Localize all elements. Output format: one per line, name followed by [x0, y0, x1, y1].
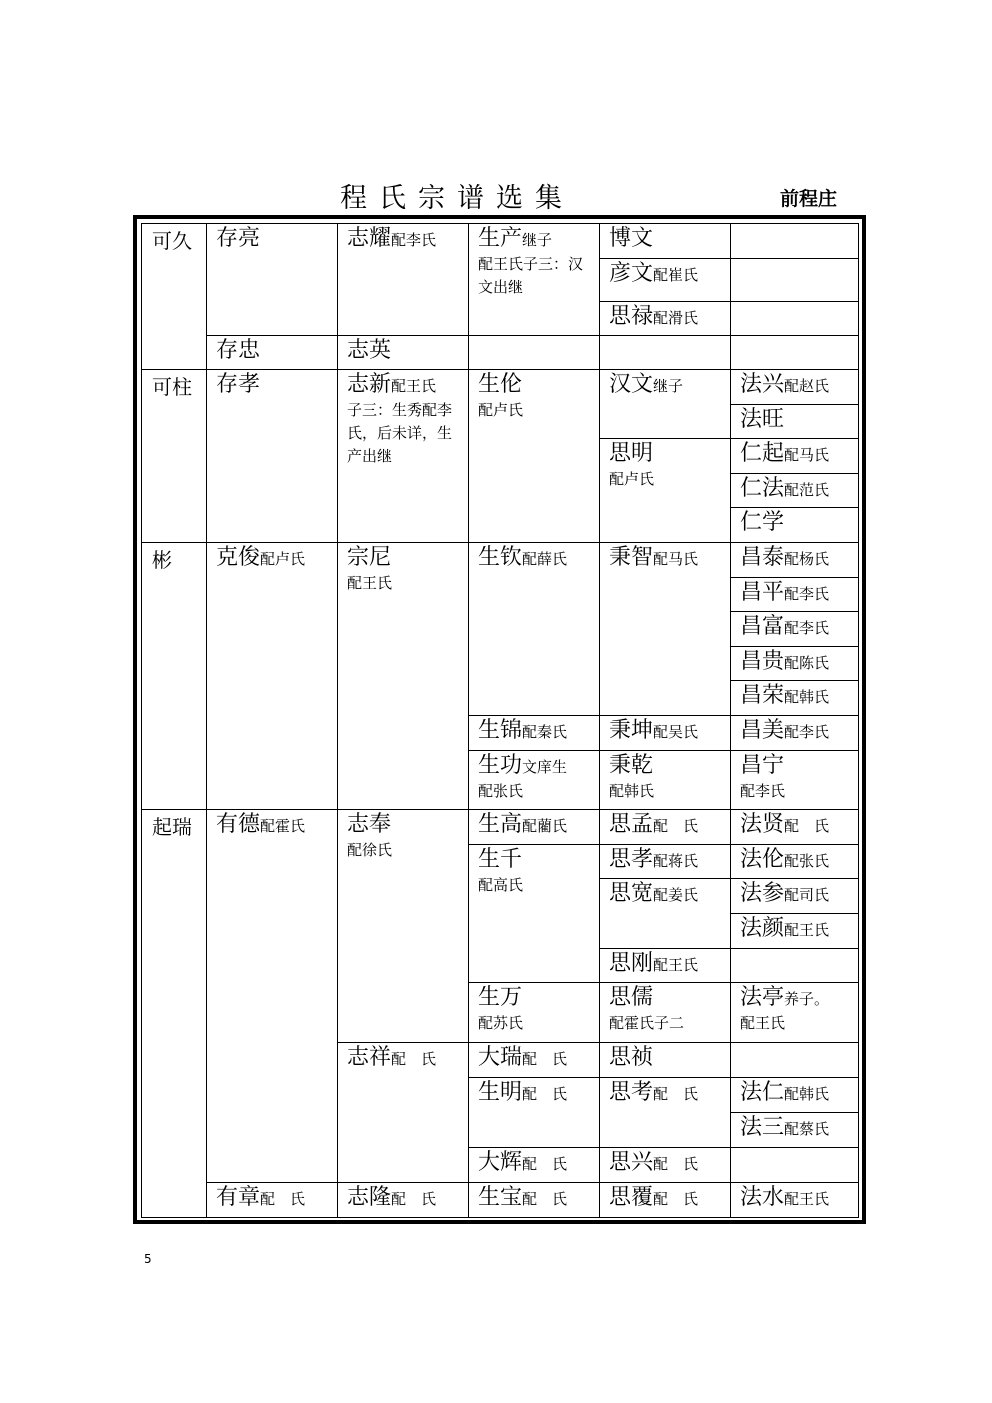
empty-cell	[730, 1042, 859, 1078]
person-cell	[730, 369, 859, 405]
empty-cell	[468, 335, 600, 370]
person-name: 秉乾	[609, 753, 654, 778]
village-label: 前程庄	[780, 188, 838, 210]
person-note: 配霍氏	[260, 817, 306, 835]
generation-name: 起瑞	[152, 815, 192, 839]
person-cell	[730, 404, 859, 439]
person-cell	[468, 223, 600, 336]
person-detail: 配韩氏	[609, 782, 655, 800]
person-note: 配李氏	[784, 723, 830, 741]
person-note: 配崔氏	[653, 266, 699, 284]
person-name: 法伦	[740, 847, 785, 872]
person-entry	[338, 224, 468, 253]
person-entry	[600, 1078, 730, 1107]
person-entry	[731, 405, 858, 434]
person-cell	[468, 809, 600, 845]
person-name: 昌荣	[740, 683, 785, 708]
person-name: 宗尼	[347, 545, 392, 570]
person-cell	[599, 715, 731, 751]
person-cell	[468, 844, 600, 983]
person-name: 志隆	[347, 1185, 392, 1210]
person-cell	[730, 680, 859, 716]
person-entry	[469, 751, 599, 780]
person-note: 配杨氏	[784, 550, 830, 568]
generation-cell	[141, 369, 207, 543]
person-entry	[731, 439, 858, 468]
person-cell	[730, 611, 859, 647]
person-cell	[730, 913, 859, 949]
person-name: 生锦	[478, 718, 523, 743]
person-cell	[730, 982, 859, 1043]
person-entry	[731, 370, 858, 399]
person-cell	[468, 542, 600, 716]
person-cell	[599, 542, 731, 716]
person-cell	[599, 223, 731, 259]
person-entry	[469, 1148, 599, 1177]
person-cell	[730, 809, 859, 845]
person-entry	[469, 224, 599, 253]
person-entry	[207, 370, 337, 399]
person-cell	[468, 750, 600, 810]
person-name: 思明	[609, 441, 654, 466]
person-note: 配 氏	[522, 1050, 568, 1068]
person-note: 配范氏	[784, 481, 830, 499]
person-entry	[469, 1183, 599, 1212]
person-entry	[207, 810, 337, 839]
person-note: 配赵氏	[784, 377, 830, 395]
person-entry	[207, 543, 337, 572]
person-entry	[600, 1043, 730, 1072]
person-cell	[730, 473, 859, 508]
person-cell	[730, 1077, 859, 1113]
person-entry	[600, 259, 730, 288]
person-cell	[730, 844, 859, 879]
person-name: 法兴	[740, 372, 785, 397]
person-name: 法旺	[740, 407, 785, 432]
person-cell	[599, 1077, 731, 1148]
person-name: 思考	[609, 1080, 654, 1105]
person-note: 配 氏	[522, 1155, 568, 1173]
person-name: 昌美	[740, 718, 785, 743]
person-name: 思禄	[609, 304, 654, 329]
generation-cell	[141, 542, 207, 810]
person-name: 仁法	[740, 476, 785, 501]
person-name: 昌富	[740, 614, 785, 639]
person-note: 配 氏	[522, 1085, 568, 1103]
person-entry	[600, 845, 730, 874]
person-name: 生明	[478, 1080, 523, 1105]
person-entry	[469, 1043, 599, 1072]
person-cell	[730, 1182, 859, 1218]
person-name: 昌平	[740, 580, 785, 605]
person-name: 生钦	[478, 545, 523, 570]
person-name: 志祥	[347, 1045, 392, 1070]
person-cell	[599, 948, 731, 983]
person-entry	[731, 845, 858, 874]
person-name: 大瑞	[478, 1045, 523, 1070]
person-cell	[599, 438, 731, 543]
person-note: 配薛氏	[522, 550, 568, 568]
person-entry	[338, 370, 468, 399]
person-entry	[338, 1043, 468, 1072]
person-entry	[600, 224, 730, 253]
person-cell	[730, 507, 859, 543]
person-detail: 配王氏子三：汉文出继	[478, 255, 584, 296]
person-name: 生功	[478, 753, 523, 778]
person-entry	[207, 224, 337, 253]
person-name: 法仁	[740, 1080, 785, 1105]
person-cell	[599, 982, 731, 1043]
person-name: 生千	[478, 847, 523, 872]
person-cell	[599, 750, 731, 810]
person-cell	[468, 1182, 600, 1218]
person-entry	[731, 681, 858, 710]
person-entry	[600, 716, 730, 745]
person-note: 配王氏	[391, 377, 437, 395]
person-note: 配卢氏	[260, 550, 306, 568]
person-detail: 配苏氏	[478, 1014, 524, 1032]
generation-name: 可久	[152, 229, 192, 253]
person-name: 思覆	[609, 1185, 654, 1210]
person-cell	[337, 809, 469, 1043]
person-cell	[599, 369, 731, 439]
generation-cell	[141, 223, 207, 370]
person-name: 思祯	[609, 1045, 654, 1070]
person-note: 配 氏	[391, 1190, 437, 1208]
person-note: 配 氏	[260, 1190, 306, 1208]
person-name: 有德	[216, 812, 261, 837]
person-entry	[731, 983, 858, 1012]
person-name: 生高	[478, 812, 523, 837]
page-title: 程氏宗谱选集	[340, 183, 574, 214]
person-note: 配李氏	[391, 231, 437, 249]
person-name: 仁学	[740, 510, 785, 535]
person-name: 志英	[347, 338, 392, 363]
person-entry	[731, 647, 858, 676]
person-note: 配蒋氏	[653, 852, 699, 870]
person-cell	[599, 1042, 731, 1078]
empty-cell	[730, 948, 859, 983]
person-cell	[206, 223, 338, 336]
person-entry	[731, 612, 858, 641]
person-entry	[469, 810, 599, 839]
person-entry	[600, 302, 730, 331]
person-entry	[731, 474, 858, 503]
person-name: 昌贵	[740, 649, 785, 674]
person-entry	[731, 914, 858, 943]
person-entry	[338, 543, 468, 572]
person-note: 配 氏	[653, 817, 699, 835]
person-name: 仁起	[740, 441, 785, 466]
empty-cell	[599, 335, 731, 370]
person-cell	[206, 542, 338, 810]
person-name: 生宝	[478, 1185, 523, 1210]
person-note: 配吴氏	[653, 723, 699, 741]
person-name: 志奉	[347, 812, 392, 837]
person-detail: 配霍氏子二	[609, 1014, 685, 1032]
person-cell	[599, 878, 731, 949]
generation-name: 彬	[152, 548, 172, 572]
person-note: 配蔡氏	[784, 1120, 830, 1138]
person-name: 法三	[740, 1115, 785, 1140]
person-entry	[469, 716, 599, 745]
person-note: 配 氏	[522, 1190, 568, 1208]
person-note: 继子	[522, 231, 553, 249]
person-cell	[599, 809, 731, 845]
person-detail: 配卢氏	[609, 470, 655, 488]
person-name: 法亭	[740, 985, 785, 1010]
empty-cell	[730, 335, 859, 370]
person-cell	[730, 878, 859, 914]
person-note: 配李氏	[784, 619, 830, 637]
empty-cell	[730, 223, 859, 259]
person-name: 法参	[740, 881, 785, 906]
person-name: 法贤	[740, 812, 785, 837]
person-name: 思宽	[609, 881, 654, 906]
person-entry	[731, 578, 858, 607]
person-name: 克俊	[216, 545, 261, 570]
person-cell	[730, 577, 859, 612]
person-entry	[600, 751, 730, 780]
person-note: 配陈氏	[784, 654, 830, 672]
person-name: 秉坤	[609, 718, 654, 743]
generation-name: 可柱	[152, 375, 192, 399]
person-entry	[731, 716, 858, 745]
generation-cell	[141, 809, 207, 1218]
person-detail: 配王氏	[347, 574, 393, 592]
person-note: 配司氏	[784, 886, 830, 904]
person-cell	[468, 1147, 600, 1183]
person-name: 生产	[478, 226, 523, 251]
person-name: 思儒	[609, 985, 654, 1010]
person-note: 配滑氏	[653, 309, 699, 327]
person-cell	[337, 1182, 469, 1218]
person-name: 存孝	[216, 372, 261, 397]
person-detail: 配张氏	[478, 782, 524, 800]
person-name: 思孝	[609, 847, 654, 872]
person-entry	[731, 543, 858, 572]
person-entry	[338, 810, 468, 839]
person-entry	[600, 543, 730, 572]
person-entry	[469, 983, 599, 1012]
person-cell	[730, 715, 859, 751]
person-note: 配 氏	[784, 817, 830, 835]
person-entry	[469, 1078, 599, 1107]
empty-cell	[730, 1147, 859, 1183]
person-name: 志新	[347, 372, 392, 397]
person-cell	[468, 715, 600, 751]
person-entry	[338, 336, 468, 365]
person-name: 思兴	[609, 1150, 654, 1175]
person-name: 存忠	[216, 338, 261, 363]
person-cell	[730, 646, 859, 681]
person-note: 养子。	[784, 990, 830, 1008]
person-cell	[206, 1182, 338, 1218]
person-name: 思刚	[609, 951, 654, 976]
person-entry	[600, 949, 730, 978]
person-note: 文庠生	[522, 758, 568, 776]
person-entry	[731, 810, 858, 839]
person-cell	[206, 335, 338, 370]
person-name: 秉智	[609, 545, 654, 570]
person-note: 配韩氏	[784, 688, 830, 706]
person-cell	[468, 1042, 600, 1078]
person-entry	[207, 1183, 337, 1212]
person-name: 生伦	[478, 372, 523, 397]
person-cell	[337, 1042, 469, 1183]
person-note: 配李氏	[784, 585, 830, 603]
person-cell	[206, 369, 338, 543]
person-cell	[599, 1182, 731, 1218]
person-entry	[600, 1148, 730, 1177]
person-entry	[469, 370, 599, 399]
person-entry	[731, 1183, 858, 1212]
person-entry	[469, 845, 599, 874]
person-detail: 配徐氏	[347, 841, 393, 859]
person-note: 配王氏	[784, 921, 830, 939]
person-cell	[730, 438, 859, 474]
person-note: 配 氏	[653, 1190, 699, 1208]
person-note: 配 氏	[653, 1085, 699, 1103]
person-name: 彦文	[609, 261, 654, 286]
person-cell	[468, 1077, 600, 1148]
person-entry	[731, 879, 858, 908]
person-note: 配秦氏	[522, 723, 568, 741]
person-note: 配马氏	[653, 550, 699, 568]
empty-cell	[730, 258, 859, 302]
person-note: 配 氏	[653, 1155, 699, 1173]
person-cell	[337, 335, 469, 370]
person-detail: 配高氏	[478, 876, 524, 894]
person-name: 思孟	[609, 812, 654, 837]
person-cell	[599, 258, 731, 302]
person-entry	[338, 1183, 468, 1212]
person-cell	[337, 223, 469, 336]
person-name: 法水	[740, 1185, 785, 1210]
person-note: 配姜氏	[653, 886, 699, 904]
person-entry	[600, 879, 730, 908]
person-note: 配 氏	[391, 1050, 437, 1068]
person-name: 昌泰	[740, 545, 785, 570]
person-cell	[730, 1112, 859, 1148]
person-cell	[730, 542, 859, 578]
person-note: 配韩氏	[784, 1085, 830, 1103]
person-entry	[207, 336, 337, 365]
person-note: 配张氏	[784, 852, 830, 870]
person-name: 汉文	[609, 372, 654, 397]
person-cell	[599, 1147, 731, 1183]
person-name: 昌宁	[740, 753, 785, 778]
person-entry	[731, 508, 858, 537]
person-name: 有章	[216, 1185, 261, 1210]
person-name: 生万	[478, 985, 523, 1010]
person-cell	[468, 982, 600, 1043]
person-entry	[600, 1183, 730, 1212]
person-entry	[469, 543, 599, 572]
person-detail: 子三：生秀配李氏，后未详，生产出继	[347, 401, 453, 465]
empty-cell	[730, 301, 859, 336]
person-note: 配王氏	[653, 956, 699, 974]
person-entry	[600, 370, 730, 399]
person-cell	[337, 369, 469, 543]
person-entry	[600, 983, 730, 1012]
person-entry	[731, 751, 858, 780]
person-detail: 配卢氏	[478, 401, 524, 419]
person-name: 存亮	[216, 226, 261, 251]
person-name: 博文	[609, 226, 654, 251]
person-note: 配王氏	[784, 1190, 830, 1208]
person-cell	[337, 542, 469, 810]
person-entry	[731, 1113, 858, 1142]
person-name: 大辉	[478, 1150, 523, 1175]
page-number: 5	[144, 1252, 152, 1266]
person-cell	[730, 750, 859, 810]
person-name: 志耀	[347, 226, 392, 251]
person-cell	[599, 301, 731, 336]
person-detail: 配王氏	[740, 1014, 786, 1032]
person-note: 配马氏	[784, 446, 830, 464]
person-entry	[600, 810, 730, 839]
person-name: 法颜	[740, 916, 785, 941]
person-entry	[731, 1078, 858, 1107]
person-note: 继子	[653, 377, 684, 395]
person-detail: 配李氏	[740, 782, 786, 800]
person-cell	[206, 809, 338, 1183]
person-entry	[600, 439, 730, 468]
person-cell	[599, 844, 731, 879]
person-note: 配藺氏	[522, 817, 568, 835]
person-cell	[468, 369, 600, 543]
